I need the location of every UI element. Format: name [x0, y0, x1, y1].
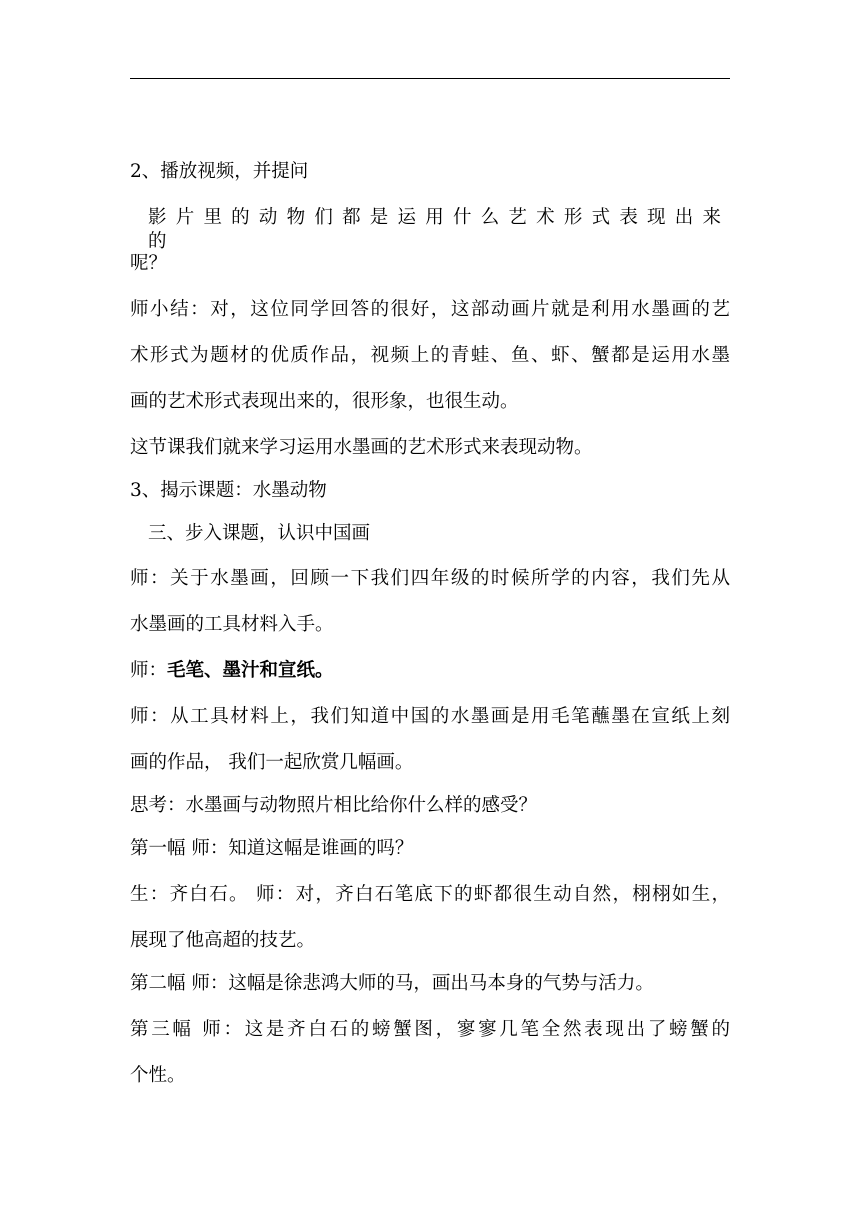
header-rule: [130, 78, 730, 79]
text-line: 画的作品， 我们一起欣赏几幅画。: [130, 752, 414, 773]
text-line: 师：从工具材料上，我们知道中国的水墨画是用毛笔蘸墨在宣纸上刻: [130, 706, 730, 727]
text-line: 3、揭示课题：水墨动物: [130, 480, 327, 501]
text-line: 师：关于水墨画，回顾一下我们四年级的时候所学的内容，我们先从: [130, 568, 730, 589]
text-line: 这节课我们就来学习运用水墨画的艺术形式来表现动物。: [130, 437, 593, 458]
text-line: 第一幅 师：知道这幅是谁画的吗？: [130, 838, 414, 859]
text-line: 生：齐白石。 师：对，齐白石笔底下的虾都很生动自然，栩栩如生，: [130, 884, 730, 905]
text-line: 画的艺术形式表现出来的，很形象，也很生动。: [130, 391, 519, 412]
speaker-label: 师：: [130, 660, 168, 681]
section-heading: 三、步入课题，认识中国画: [148, 523, 371, 544]
text-line: 水墨画的工具材料入手。: [130, 614, 334, 635]
text-line: 第三幅 师：这是齐白石的螃蟹图，寥寥几笔全然表现出了螃蟹的: [130, 1019, 730, 1040]
text-line: 呢？: [130, 253, 168, 274]
text-line: [130, 659, 730, 683]
text-line: 影片里的动物们都是运用什么艺术形式表现出来的: [148, 207, 730, 252]
text-line: 第二幅 师：这幅是徐悲鸿大师的马，画出马本身的气势与活力。: [130, 973, 654, 994]
text-line: 2、播放视频，并提问: [130, 161, 309, 182]
bold-answer: 毛笔、墨汁和宣纸。: [167, 660, 334, 681]
text-line: 师小结：对，这位同学回答的很好，这部动画片就是利用水墨画的艺: [130, 299, 730, 320]
text-line: 思考：水墨画与动物照片相比给你什么样的感受？: [130, 795, 538, 816]
text-line: 个性。: [130, 1065, 186, 1086]
text-line: 术形式为题材的优质作品，视频上的青蛙、鱼、虾、蟹都是运用水墨: [130, 345, 730, 366]
text-line: 展现了他高超的技艺。: [130, 930, 316, 951]
